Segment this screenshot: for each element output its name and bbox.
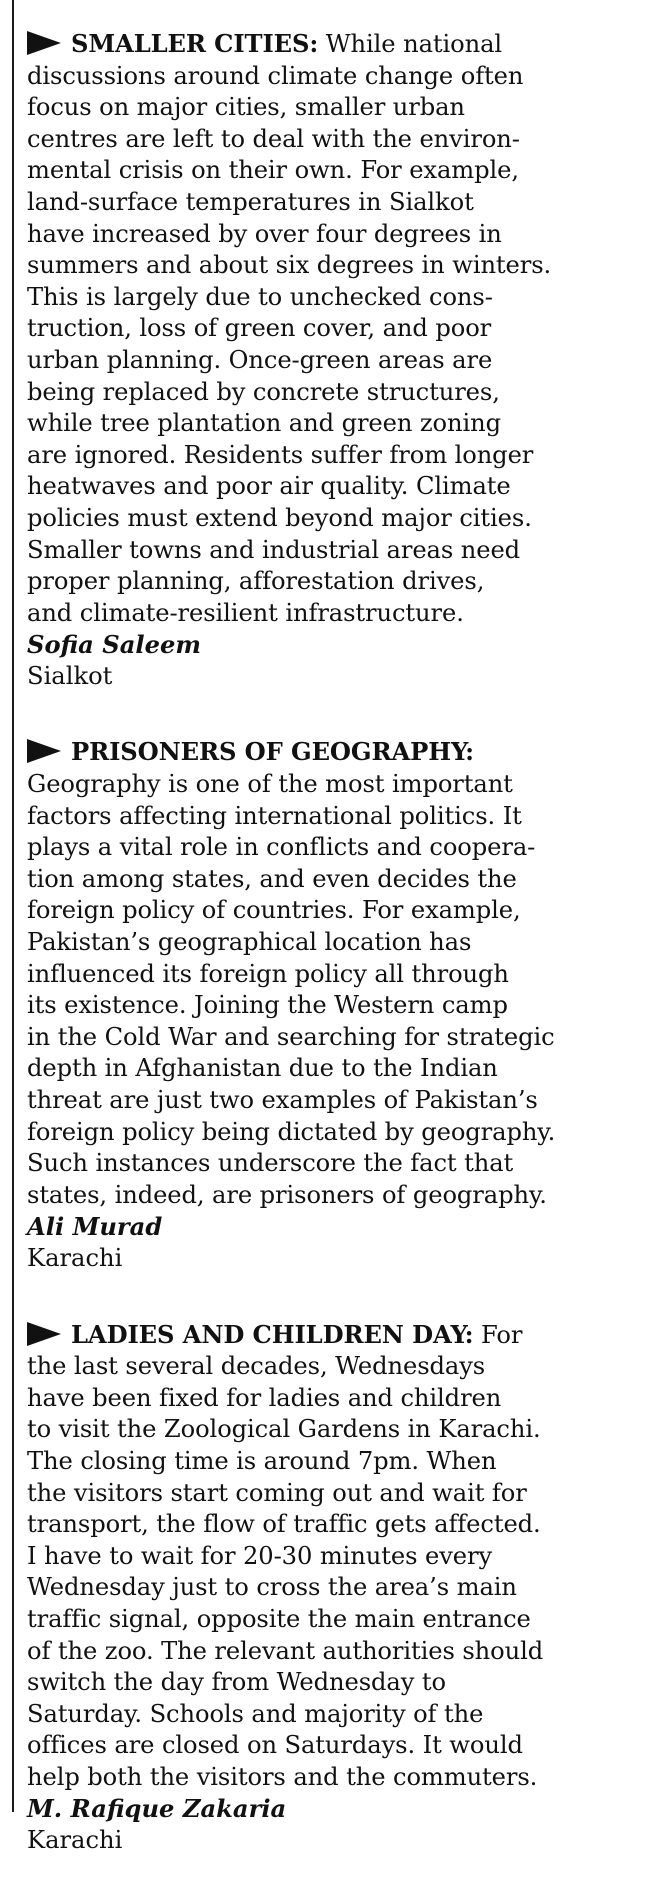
letter-body-line: influenced its foreign policy all through xyxy=(27,959,509,988)
letter-headline: LADIES AND CHILDREN DAY: xyxy=(71,1319,474,1349)
letter-city: Karachi xyxy=(27,1826,123,1855)
letter-body-line: Wednesday just to cross the area’s main xyxy=(27,1573,517,1602)
letter-body-line: plays a vital role in conflicts and coopera- xyxy=(27,833,536,862)
letter-smaller-cities xyxy=(27,28,625,692)
letter-author: M. Rafique Zakaria xyxy=(27,1794,287,1824)
letter-body-line: to visit the Zoological Gardens in Karachi. xyxy=(27,1415,541,1444)
letter-body-line: transport, the flow of traffic gets affected. xyxy=(27,1510,541,1539)
letter-first-line xyxy=(27,1319,625,1352)
letters-column xyxy=(27,28,625,1901)
letter-body-line: truction, loss of green cover, and poor xyxy=(27,314,492,343)
letter-headline: SMALLER CITIES: xyxy=(71,29,319,58)
letter-body-line: switch the day from Wednesday to xyxy=(27,1668,446,1697)
column-rule xyxy=(12,0,14,1812)
letter-body-line: focus on major cities, smaller urban xyxy=(27,93,465,122)
letter-body-line: tion among states, and even decides the xyxy=(27,864,517,893)
letter-body-line: land-surface temperatures in Sialkot xyxy=(27,187,474,216)
letter-body-line: its existence. Joining the Western camp xyxy=(27,991,508,1020)
letter-ladies-and-children-day xyxy=(27,1319,625,1857)
letter-body-line: factors affecting international politics. It xyxy=(27,801,522,830)
letter-headline: PRISONERS OF GEOGRAPHY: xyxy=(71,737,474,767)
letter-body-line: Smaller towns and industrial areas need xyxy=(27,535,521,564)
letter-body-line: foreign policy being dictated by geography. xyxy=(27,1117,556,1146)
letter-body-line: of the zoo. The relevant authorities should xyxy=(27,1636,544,1665)
letter-body-line: foreign policy of countries. For example, xyxy=(27,896,521,925)
letter-city: Karachi xyxy=(27,1243,123,1272)
letter-prisoners-of-geography xyxy=(27,736,625,1274)
letter-body-line: depth in Afghanistan due to the Indian xyxy=(27,1054,498,1083)
letter-body-line: traffic signal, opposite the main entrance xyxy=(27,1604,531,1633)
arrow-bullet-icon xyxy=(27,739,61,763)
letter-body-line: heatwaves and poor air quality. Climate xyxy=(27,472,511,501)
letter-body-line: proper planning, afforestation drives, xyxy=(27,567,485,596)
letter-first-line xyxy=(27,736,625,769)
letter-body-line: mental crisis on their own. For example, xyxy=(27,156,519,185)
letter-body-line: Pakistan’s geographical location has xyxy=(27,928,472,957)
letter-body-line: Geography is one of the most important xyxy=(27,770,513,799)
letter-body-line: I have to wait for 20-30 minutes every xyxy=(27,1541,493,1570)
letter-body-line: summers and about six degrees in winters. xyxy=(27,251,552,280)
letter-body-line: the visitors start coming out and wait for xyxy=(27,1478,527,1507)
arrow-bullet-icon xyxy=(27,31,61,55)
arrow-bullet-icon xyxy=(27,1322,61,1346)
letter-body-line: Such instances underscore the fact that xyxy=(27,1149,514,1178)
letter-body-line: offices are closed on Saturdays. It would xyxy=(27,1731,523,1760)
letter-body-line: are ignored. Residents suffer from longer xyxy=(27,440,534,469)
letter-body-line: in the Cold War and searching for strategic xyxy=(27,1022,555,1051)
letter-author: Ali Murad xyxy=(27,1212,163,1242)
letter-body-line: have been fixed for ladies and children xyxy=(27,1383,502,1412)
letter-first-line xyxy=(27,28,625,61)
letter-body-line: being replaced by concrete structures, xyxy=(27,377,500,406)
letter-first-line-text: For xyxy=(473,1320,523,1349)
letter-body-line: centres are left to deal with the environ- xyxy=(27,124,520,153)
letter-body-line: policies must extend beyond major cities. xyxy=(27,503,532,532)
letter-first-line-text: While national xyxy=(318,30,503,58)
letter-body-line: while tree plantation and green zoning xyxy=(27,409,501,438)
letter-body-line: states, indeed, are prisoners of geography. xyxy=(27,1180,547,1209)
letter-body-line: This is largely due to unchecked cons- xyxy=(27,282,493,311)
letter-body-line: the last several decades, Wednesdays xyxy=(27,1352,486,1381)
letter-body-line: help both the visitors and the commuters. xyxy=(27,1762,538,1791)
letter-body-line: Saturday. Schools and majority of the xyxy=(27,1699,484,1728)
letter-author: Sofia Saleem xyxy=(27,630,201,660)
letter-body-line: have increased by over four degrees in xyxy=(27,219,502,248)
letter-body-line: discussions around climate change often xyxy=(27,61,524,90)
letter-body-line: threat are just two examples of Pakistan’s xyxy=(27,1086,538,1114)
letter-body-line: The closing time is around 7pm. When xyxy=(27,1446,497,1475)
letter-city: Sialkot xyxy=(27,661,113,690)
letter-body-line: urban planning. Once-green areas are xyxy=(27,345,493,374)
letter-body-line: and climate-resilient infrastructure. xyxy=(27,598,464,627)
